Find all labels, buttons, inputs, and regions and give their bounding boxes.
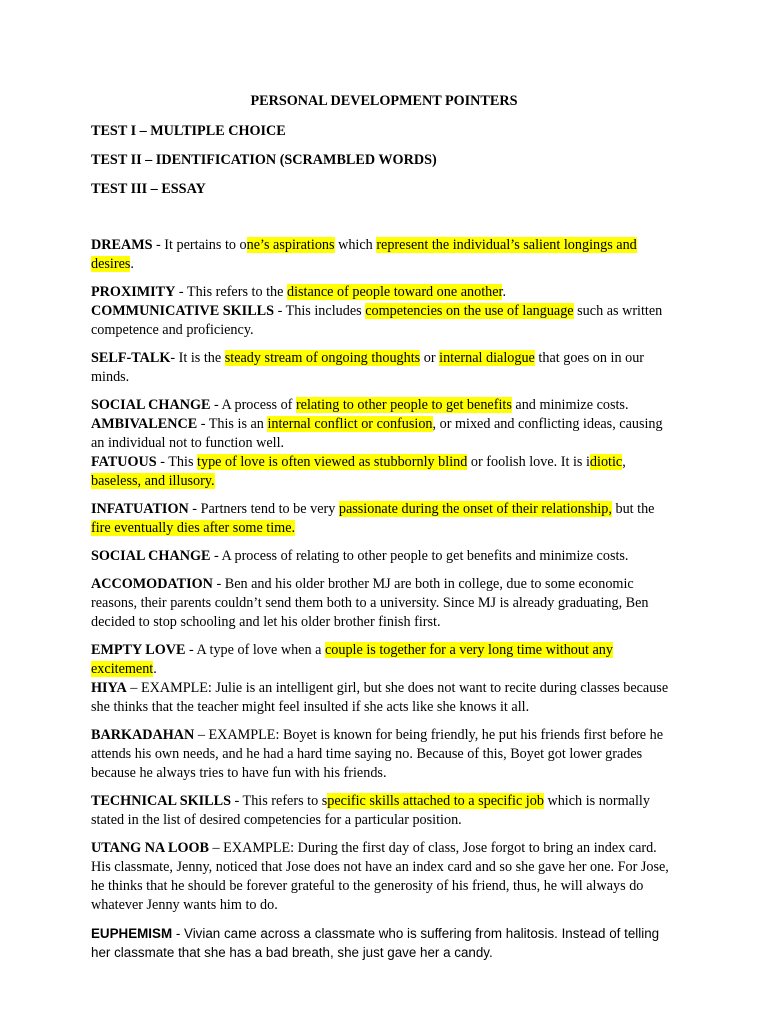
entry-term: DREAMS <box>91 237 153 253</box>
entry-text: - This is an <box>197 416 268 432</box>
entry-text: - It pertains to o <box>152 237 247 253</box>
entry-utang-na-loob <box>91 839 677 915</box>
entry-text: - This refers to the <box>175 284 287 300</box>
entry-term: INFATUATION <box>91 501 189 517</box>
entry-term: TECHNICAL SKILLS <box>91 793 231 809</box>
entry-term: EMPTY LOVE <box>91 642 186 658</box>
entry-self-talk <box>91 349 677 387</box>
entry-text: , <box>622 454 626 470</box>
test-one-heading: TEST I – MULTIPLE CHOICE <box>91 123 286 139</box>
entry-text: - Partners tend to be very <box>188 501 339 517</box>
entry-term: FATUOUS <box>91 454 157 470</box>
entry-ambivalence <box>91 415 677 453</box>
page-title: PERSONAL DEVELOPMENT POINTERS <box>250 93 518 109</box>
entry-term: PROXIMITY <box>91 284 176 300</box>
entry-text: - Ben and his older brother MJ are both in college, due to some economic reasons, their parents couldn’t send them both to a university. Since MJ is already graduating, Ben decided to stop schooling and let his older brother finish first. <box>91 576 649 630</box>
entry-text: - A process of relating to other people to get benefits and minimize costs. <box>210 548 629 564</box>
highlighted-text: diotic <box>589 454 623 470</box>
highlighted-text: steady stream of ongoing thoughts <box>224 350 421 366</box>
entry-text: , or mixed and conflicting ideas, causing an individual not to function well. <box>91 416 663 451</box>
entry-text: such as written competence and proficiency. <box>91 303 663 338</box>
entry-communicative-skills <box>91 302 677 340</box>
entry-term: UTANG NA LOOB <box>91 840 209 856</box>
entry-text: or foolish love. It is i <box>467 454 590 470</box>
entry-social-change-repeat <box>91 547 677 566</box>
highlighted-text: internal dialogue <box>439 350 535 366</box>
entry-social-change <box>91 396 677 415</box>
entry-text: . <box>502 284 507 300</box>
entry-text: – EXAMPLE: Boyet is known for being friendly, he put his friends first before he attends his own needs, and he had a hard time saying no. Because of this, Boyet got lower grades because he always tries to have fun with his friends. <box>91 727 664 781</box>
entry-text: - Vivian came across a classmate who is suffering from halitosis. Instead of telling her classmate that she has a bad breath, she just gave her a candy. <box>91 926 660 960</box>
entry-text: and minimize costs. <box>511 397 629 413</box>
entry-technical-skills <box>91 792 677 830</box>
entry-text: . <box>130 256 134 272</box>
entry-term: HIYA <box>91 680 127 696</box>
entry-hiya <box>91 679 677 717</box>
test-three-heading: TEST III – ESSAY <box>91 181 206 197</box>
highlighted-text: fire eventually dies after some time. <box>91 520 296 536</box>
entry-empty-love <box>91 641 677 679</box>
entry-text: but the <box>611 501 655 517</box>
entry-text: - A process of <box>210 397 296 413</box>
entry-term: BARKADAHAN <box>91 727 195 743</box>
entry-fatuous <box>91 453 677 491</box>
entry-term: EUPHEMISM <box>91 926 173 941</box>
entry-text: – EXAMPLE: Julie is an intelligent girl, but she does not want to recite during classes because she thinks that the teacher might feel insulted if she acts like she knows it all. <box>91 680 669 715</box>
highlighted-text: relating to other people to get benefits <box>295 397 512 413</box>
entry-dreams <box>91 236 677 274</box>
entry-term: COMMUNICATIVE SKILLS <box>91 303 275 319</box>
entry-infatuation <box>91 500 677 538</box>
entry-term: ACCOMODATION <box>91 576 213 592</box>
highlighted-text: distance of people toward one another <box>286 284 503 300</box>
definitions-list <box>91 236 677 962</box>
highlighted-text: pecific skills attached to a specific job <box>327 793 544 809</box>
test-two-heading: TEST II – IDENTIFICATION (SCRAMBLED WORDS) <box>91 152 437 168</box>
highlighted-text: competencies on the use of language <box>365 303 574 319</box>
entry-text: . <box>153 661 157 677</box>
entry-term: AMBIVALENCE <box>91 416 198 432</box>
entry-text: which <box>334 237 377 253</box>
highlighted-text: type of love is often viewed as stubbornly blind <box>197 454 468 470</box>
entry-term: SOCIAL CHANGE <box>91 548 211 564</box>
entry-text: - This includes <box>274 303 366 319</box>
entry-text: - This refers to s <box>230 793 328 809</box>
highlighted-text: internal conflict or confusion <box>267 416 433 432</box>
entry-euphemism <box>91 924 677 962</box>
highlighted-text: couple is together for a very long time without any excitement <box>91 642 613 677</box>
entry-accomodation <box>91 575 677 632</box>
entry-text: or <box>420 350 440 366</box>
entry-text: - A type of love when a <box>185 642 325 658</box>
highlighted-text: represent the individual’s salient longings and desires <box>91 237 637 272</box>
entry-text: - This <box>156 454 198 470</box>
highlighted-text: passionate during the onset of their relationship, <box>338 501 612 517</box>
entry-term: SOCIAL CHANGE <box>91 397 211 413</box>
entry-text: that goes on in our minds. <box>91 350 645 385</box>
highlighted-text: baseless, and illusory. <box>91 473 215 489</box>
entry-proximity <box>91 283 677 302</box>
highlighted-text: ne’s aspirations <box>246 237 335 253</box>
entry-text: - It is the <box>170 350 225 366</box>
entry-text: – EXAMPLE: During the first day of class, Jose forgot to bring an index card. His classmate, Jenny, noticed that Jose does not have an index card and so she gave her one. For Jose, he thinks that he should be forever grateful to the generosity of his friend, thus, he will always do whatever Jenny wants him to do. <box>91 840 669 913</box>
entry-term: SELF-TALK <box>91 350 171 366</box>
entry-barkadahan <box>91 726 677 783</box>
entry-text: which is normally stated in the list of desired competencies for a particular position. <box>91 793 650 828</box>
